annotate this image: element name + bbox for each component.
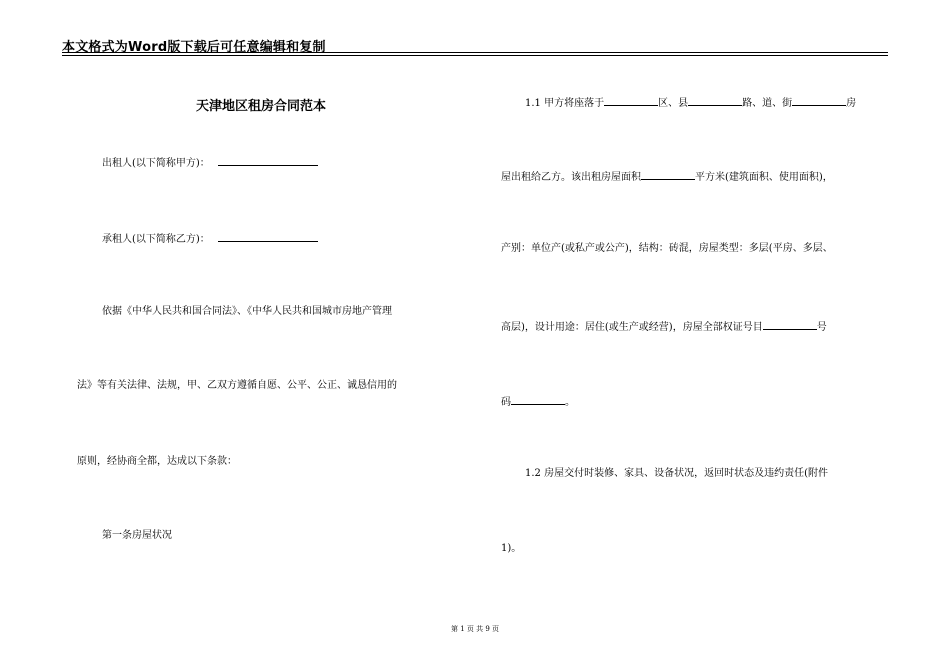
text-segment: 码 — [501, 397, 511, 408]
area-blank — [641, 169, 695, 180]
district-blank — [604, 95, 658, 106]
text-segment: 1.1 甲方将座落于 — [525, 98, 605, 109]
paragraph-line: 原则，经协商全都，达成以下条款： — [77, 456, 237, 467]
right-line-6: 1.2 房屋交付时装修、家具、设备状况，返回时状态及违约责任(附件 — [525, 468, 828, 479]
right-line-7: 1)。 — [501, 543, 522, 554]
page-footer: 第 1 页 共 9 页 — [450, 625, 500, 633]
code-blank — [511, 394, 565, 405]
lessee-line — [102, 231, 318, 246]
certificate-blank — [763, 319, 817, 330]
text-segment: 房 — [846, 98, 857, 109]
lessor-line — [102, 155, 318, 170]
right-line-3: 产别：单位产(或私产或公产)，结构：砖混，房屋类型：多层(平房、多层、 — [501, 243, 833, 254]
road-blank — [688, 95, 742, 106]
text-segment: 号 — [816, 322, 827, 333]
right-line-1 — [525, 95, 856, 110]
text-segment: 。 — [565, 397, 575, 408]
header-rule — [62, 52, 888, 56]
paragraph-line: 法》等有关法律、法规，甲、乙双方遵循自愿、公平、公正、诚恳信用的 — [77, 380, 397, 391]
document-title: 天津地区租房合同范本 — [196, 99, 327, 114]
article-heading: 第一条房屋状况 — [102, 530, 172, 541]
text-segment: 高层)，设计用途：居住(或生产或经营)，房屋全部权证号目 — [501, 322, 763, 333]
lessor-label: 出租人(以下简称甲方)： — [102, 158, 210, 169]
text-segment: 区、县 — [658, 98, 689, 109]
lessor-blank — [218, 155, 318, 166]
text-segment: 路、道、街 — [742, 98, 793, 109]
right-line-5 — [501, 394, 575, 409]
paragraph-line: 依据《中华人民共和国合同法》、《中华人民共和国城市房地产管理 — [102, 306, 392, 317]
lessee-blank — [218, 231, 318, 242]
document-header: 本文格式为Word版下载后可任意编辑和复制 — [62, 40, 326, 55]
text-segment: 屋出租给乙方。该出租房屋面积 — [501, 172, 641, 183]
lessee-label: 承租人(以下简称乙方)： — [102, 234, 210, 245]
right-line-2 — [501, 169, 833, 184]
number-blank — [792, 95, 846, 106]
right-line-4 — [501, 319, 827, 334]
text-segment: 平方米(建筑面积、使用面积)， — [695, 172, 833, 183]
